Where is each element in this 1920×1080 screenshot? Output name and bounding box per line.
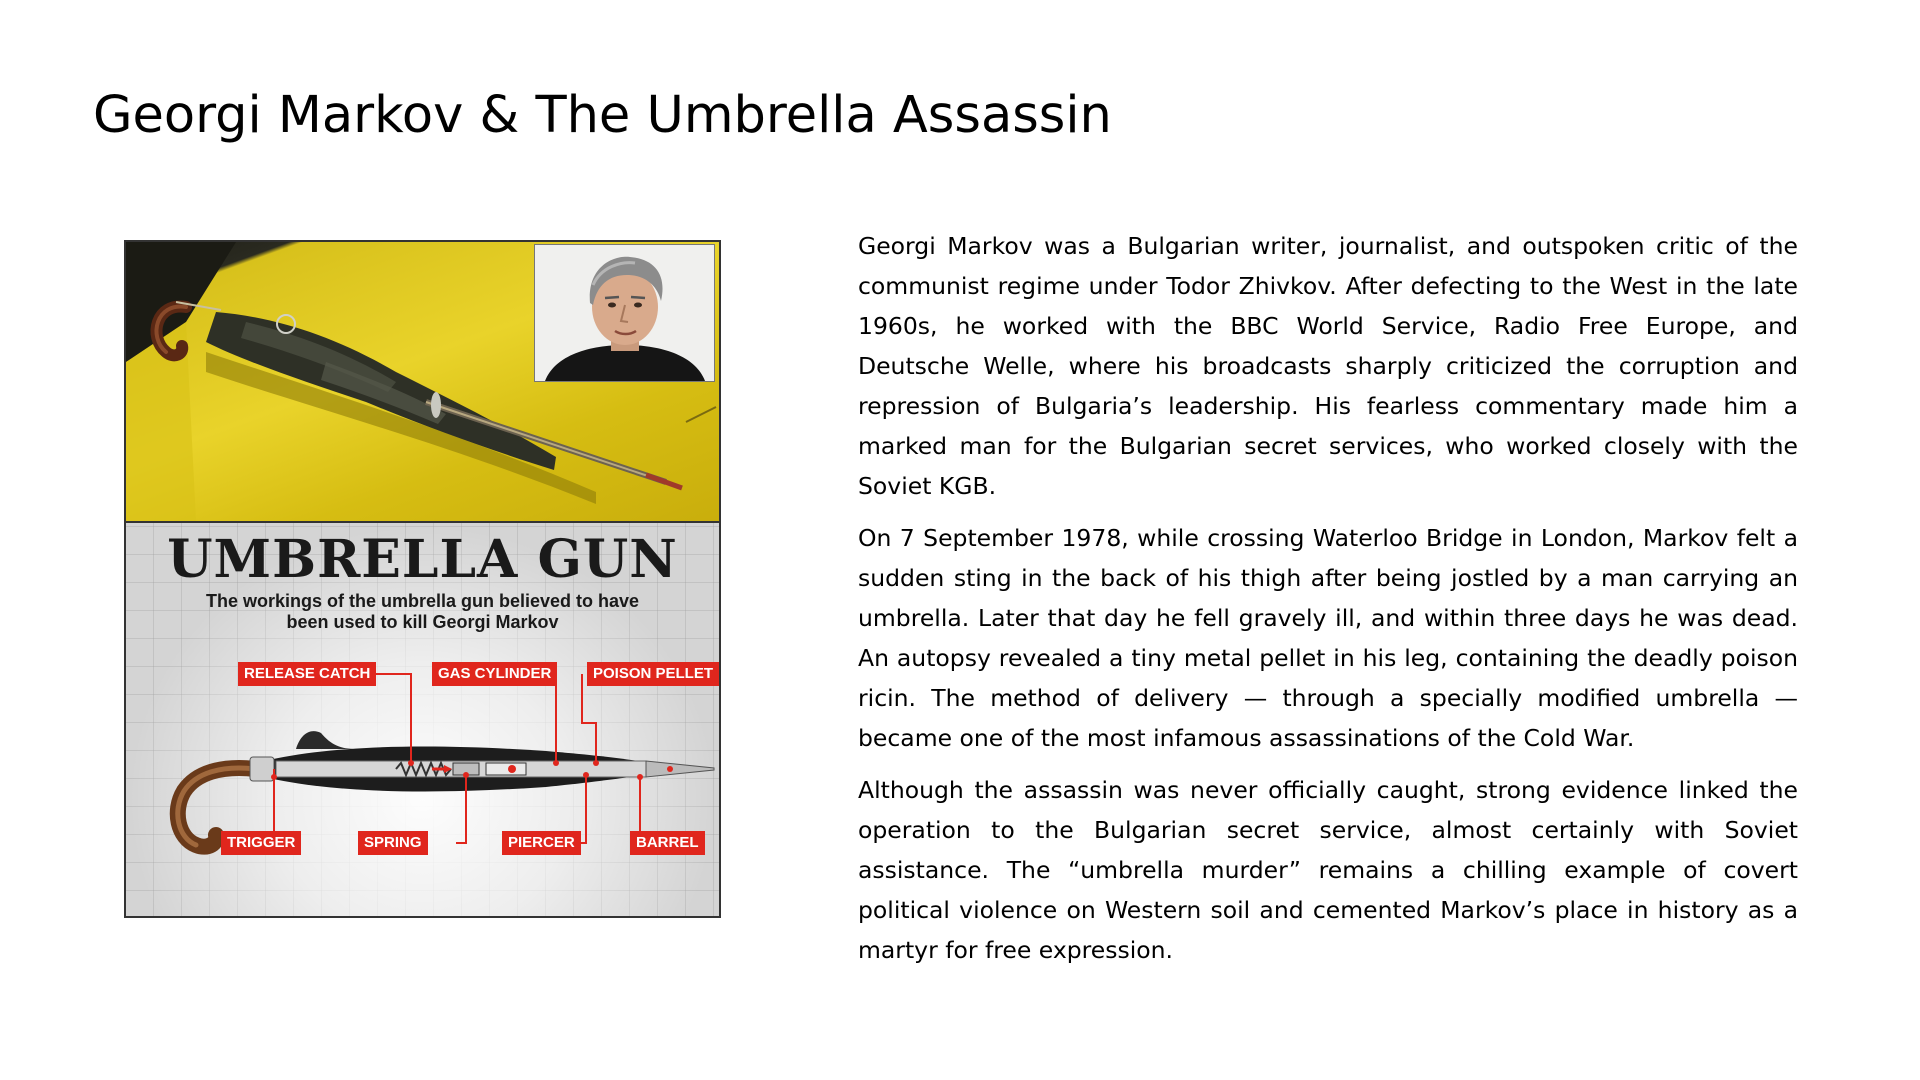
portrait-drawing bbox=[535, 245, 714, 381]
label-trigger: TRIGGER bbox=[221, 831, 301, 855]
paragraph-1: Georgi Markov was a Bulgarian writer, journalist, and outspoken critic of the communist regime under Todor Zhivkov. After defecting to the West in the late 1960s, he worked with the BBC World Service, Radio Free Europe, and Deutsche Welle, where his broadcasts sharply criticized the corruption and repression of Bulgaria’s leadership. His fearless commentary made him a marked man for the Bulgarian secret services, who worked closely with the Soviet KGB. bbox=[858, 232, 1798, 500]
label-piercer: PIERCER bbox=[502, 831, 581, 855]
paragraph-2: On 7 September 1978, while crossing Waterloo Bridge in London, Markov felt a sudden sting in the back of his thigh after being jostled by a man carrying an umbrella. Later that day he fell gravely ill, and within three days he was dead. An autopsy revealed a tiny metal pellet in his leg, containing the deadly poison ricin. The method of delivery — through a specially modified umbrella — became one of the most infamous assassinations of the Cold War. bbox=[858, 524, 1798, 752]
article-body bbox=[858, 226, 1798, 982]
label-poison-pellet: POISON PELLET bbox=[587, 662, 719, 686]
umbrella-gun-figure bbox=[124, 240, 721, 918]
diagram-subhead: The workings of the umbrella gun believed to have been used to kill Georgi Markov bbox=[205, 591, 640, 632]
umbrella-gun-diagram bbox=[126, 523, 719, 918]
label-gas-cylinder: GAS CYLINDER bbox=[432, 662, 557, 686]
diagram-headline: UMBRELLA GUN bbox=[167, 529, 678, 590]
umbrella-photo bbox=[126, 242, 719, 521]
slide-title: Georgi Markov & The Umbrella Assassin bbox=[93, 86, 1112, 145]
label-spring: SPRING bbox=[358, 831, 428, 855]
label-barrel: BARREL bbox=[630, 831, 705, 855]
paragraph-3: Although the assassin was never officially caught, strong evidence linked the operation to the Bulgarian secret service, almost certainly with Soviet assistance. The “umbrella murder” remains a chilling example of covert political violence on Western soil and cemented Markov’s place in history as a martyr for free expression. bbox=[858, 776, 1798, 964]
markov-portrait bbox=[534, 244, 715, 382]
umbrella-cutaway-drawing bbox=[126, 523, 719, 918]
label-release-catch: RELEASE CATCH bbox=[238, 662, 376, 686]
